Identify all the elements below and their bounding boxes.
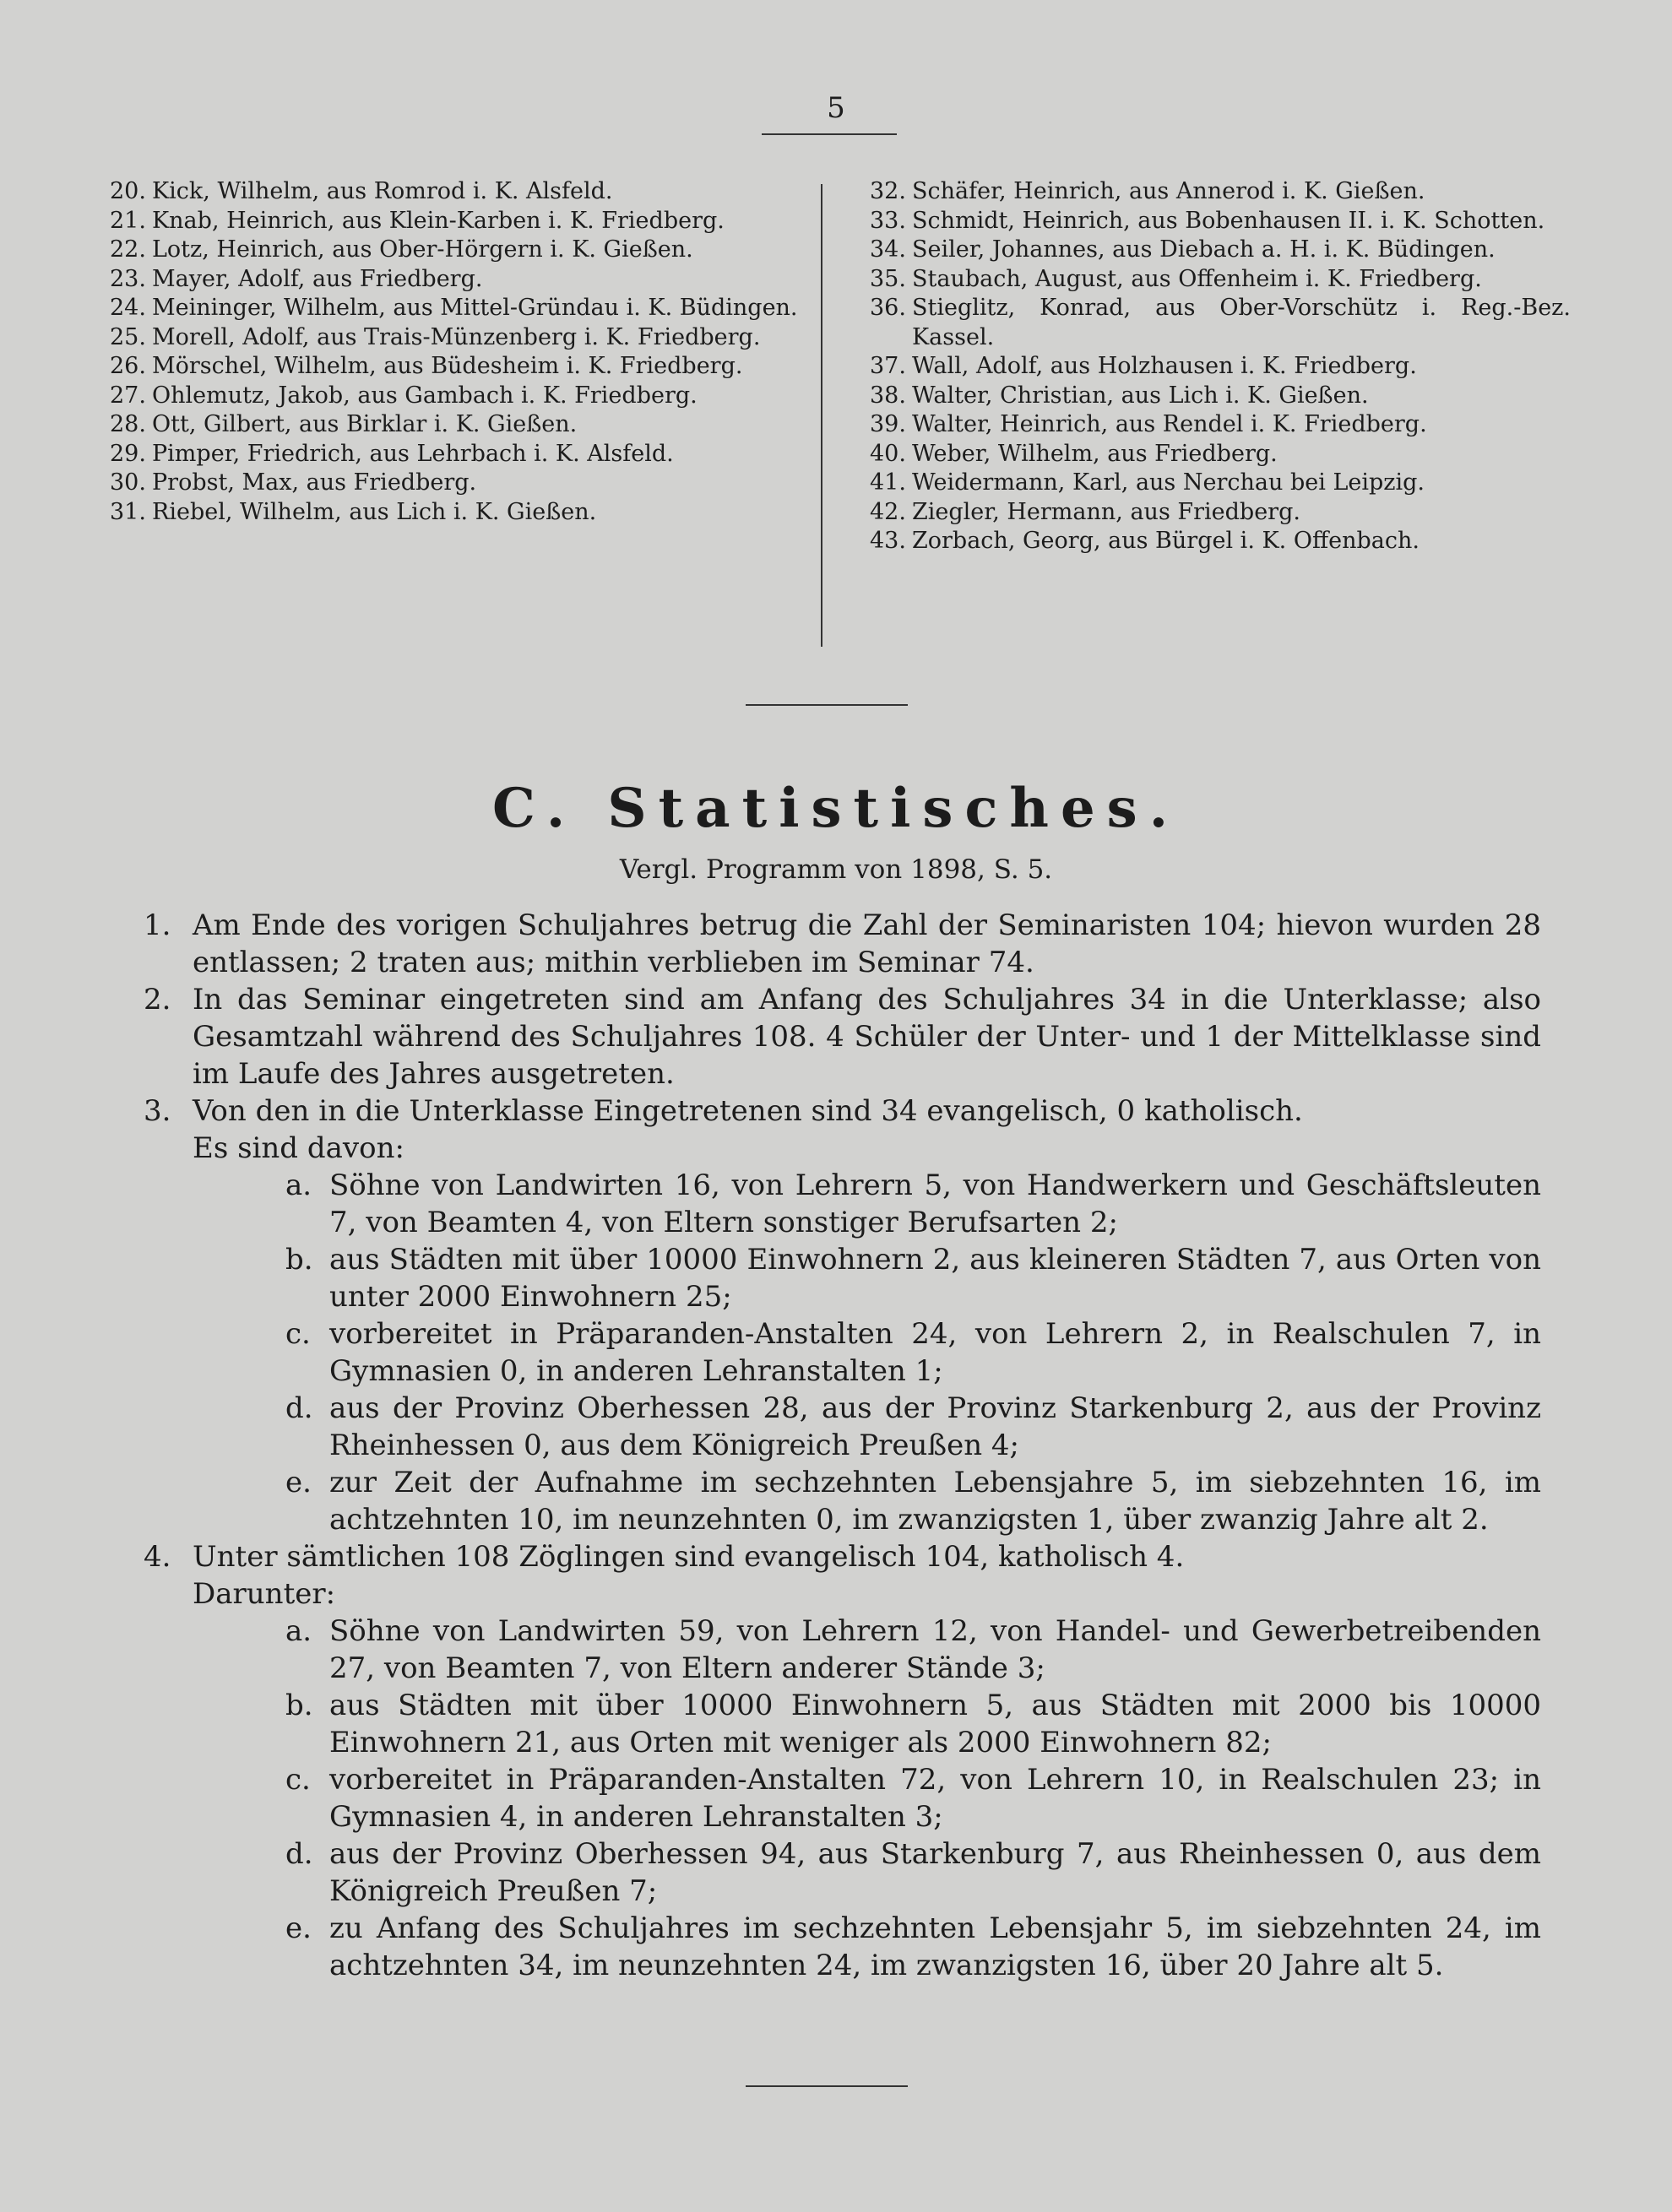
list-item: 27. Ohlemutz, Jakob, aus Gambach i. K. Friedberg. (110, 382, 698, 409)
footer-rule (746, 2085, 908, 2087)
list-item: 22. Lotz, Heinrich, aus Ober-Hörgern i. K. Gießen. (110, 236, 693, 263)
stat-subitem: e. zur Zeit der Aufnahme im sechzehnten Lebensjahre 5, im siebzehnten 16, im achtzehnten 10, im neunzehnten 0, im zwanzigsten 1, über zwanzig Jahre alt 2. (285, 1466, 1541, 1537)
stat-subitem: b. aus Städten mit über 10000 Einwohnern 5, aus Städten mit 2000 bis 10000 Einwohnern 21, aus Orten mit weniger als 2000 Einwohnern 82; (285, 1689, 1541, 1759)
stat-subitem: d. aus der Provinz Oberhessen 28, aus der Provinz Starkenburg 2, aus der Provinz Rheinhessen 0, aus dem Königreich Preußen 4; (285, 1391, 1541, 1462)
stat-subitem: e. zu Anfang des Schuljahres im sechzehnten Lebensjahr 5, im siebzehnten 24, im achtzehnten 34, im neunzehnten 24, im zwanzigsten 16, über 20 Jahre alt 5. (285, 1911, 1541, 1982)
statistics-body (144, 907, 1541, 1984)
column-divider (821, 184, 822, 647)
list-item: 37. Wall, Adolf, aus Holzhausen i. K. Friedberg. (870, 353, 1417, 379)
list-item: 24. Meininger, Wilhelm, aus Mittel-Gründau i. K. Büdingen. (110, 295, 798, 321)
stat-subitem: d. aus der Provinz Oberhessen 94, aus Starkenburg 7, aus Rheinhessen 0, aus dem Königreich Preußen 7; (285, 1837, 1541, 1908)
list-item: 31. Riebel, Wilhelm, aus Lich i. K. Gießen. (110, 498, 597, 525)
stat-item-3: 3. Von den in die Unterklasse Eingetretenen sind 34 evangelisch, 0 katholisch. (144, 1094, 1303, 1128)
list-item: 35. Staubach, August, aus Offenheim i. K. Friedberg. (870, 265, 1482, 292)
student-list-right (870, 177, 1571, 556)
list-item: 33. Schmidt, Heinrich, aus Bobenhausen II. i. K. Schotten. (870, 207, 1545, 234)
list-item: 42. Ziegler, Hermann, aus Friedberg. (870, 498, 1300, 525)
list-item: 25. Morell, Adolf, aus Trais-Münzenberg i. K. Friedberg. (110, 323, 761, 350)
list-item: 32. Schäfer, Heinrich, aus Annerod i. K. Gießen. (870, 178, 1425, 204)
header-rule (762, 133, 897, 135)
list-item: 23. Mayer, Adolf, aus Friedberg. (110, 265, 483, 292)
student-list-left (110, 177, 811, 527)
list-item: 30. Probst, Max, aus Friedberg. (110, 469, 477, 496)
stat-subitem: c. vorbereitet in Präparanden-Anstalten 24, von Lehrern 2, in Realschulen 7, in Gymnasien 0, in anderen Lehranstalten 1; (285, 1317, 1541, 1388)
list-item: 34. Seiler, Johannes, aus Diebach a. H. i. K. Büdingen. (870, 236, 1496, 263)
list-item: 43. Zorbach, Georg, aus Bürgel i. K. Offenbach. (870, 528, 1420, 554)
stat-subitem: b. aus Städten mit über 10000 Einwohnern 2, aus kleineren Städten 7, aus Orten von unter 2000 Einwohnern 25; (285, 1243, 1541, 1314)
stat-subitem: c. vorbereitet in Präparanden-Anstalten 72, von Lehrern 10, in Realschulen 23; in Gymnasien 4, in anderen Lehranstalten 3; (285, 1763, 1541, 1834)
stat-item-4-lead: Darunter: (193, 1577, 336, 1611)
list-item: 38. Walter, Christian, aus Lich i. K. Gießen. (870, 382, 1369, 409)
list-item: 21. Knab, Heinrich, aus Klein-Karben i. K. Friedberg. (110, 207, 725, 234)
list-item: 28. Ott, Gilbert, aus Birklar i. K. Gießen. (110, 411, 578, 437)
list-item: 26. Mörschel, Wilhelm, aus Büdesheim i. K. Friedberg. (110, 353, 743, 379)
section-subheading: Vergl. Programm von 1898, S. 5. (619, 854, 1053, 885)
list-item: 39. Walter, Heinrich, aus Rendel i. K. Friedberg. (870, 411, 1427, 437)
stat-subitem: a. Söhne von Landwirten 59, von Lehrern 12, von Handel- und Gewerbetreibenden 27, von Beamten 7, von Eltern anderer Stände 3; (285, 1614, 1541, 1685)
list-item: 29. Pimper, Friedrich, aus Lehrbach i. K. Alsfeld. (110, 440, 674, 467)
list-item: 40. Weber, Wilhelm, aus Friedberg. (870, 440, 1278, 467)
stat-item-1: 1. Am Ende des vorigen Schuljahres betrug die Zahl der Seminaristen 104; hievon wurden 28 entlassen; 2 traten aus; mithin verblieben im Seminar 74. (144, 908, 1541, 979)
list-item: 20. Kick, Wilhelm, aus Romrod i. K. Alsfeld. (110, 178, 613, 204)
list-item: 41. Weidermann, Karl, aus Nerchau bei Leipzig. (870, 469, 1425, 496)
list-item: 36. Stieglitz, Konrad, aus Ober-Vorschütz i. Reg.-Bez. Kassel. (870, 295, 1571, 350)
page-number: 5 (827, 91, 845, 125)
stat-item-2: 2. In das Seminar eingetreten sind am Anfang des Schuljahres 34 in die Unterklasse; also Gesamtzahl während des Schuljahres 108. 4 Schüler der Unter- und 1 der Mittelklasse sind im Laufe des Jahres ausgetreten. (144, 983, 1541, 1091)
stat-subitem: a. Söhne von Landwirten 16, von Lehrern 5, von Handwerkern und Geschäftsleuten 7, von Beamten 4, von Eltern sonstiger Berufsarten 2; (285, 1168, 1541, 1239)
stat-item-3-lead: Es sind davon: (193, 1131, 404, 1165)
section-rule (746, 704, 908, 706)
stat-item-4: 4. Unter sämtlichen 108 Zöglingen sind evangelisch 104, katholisch 4. (144, 1540, 1185, 1574)
section-heading: C. Statistisches. (492, 777, 1180, 840)
